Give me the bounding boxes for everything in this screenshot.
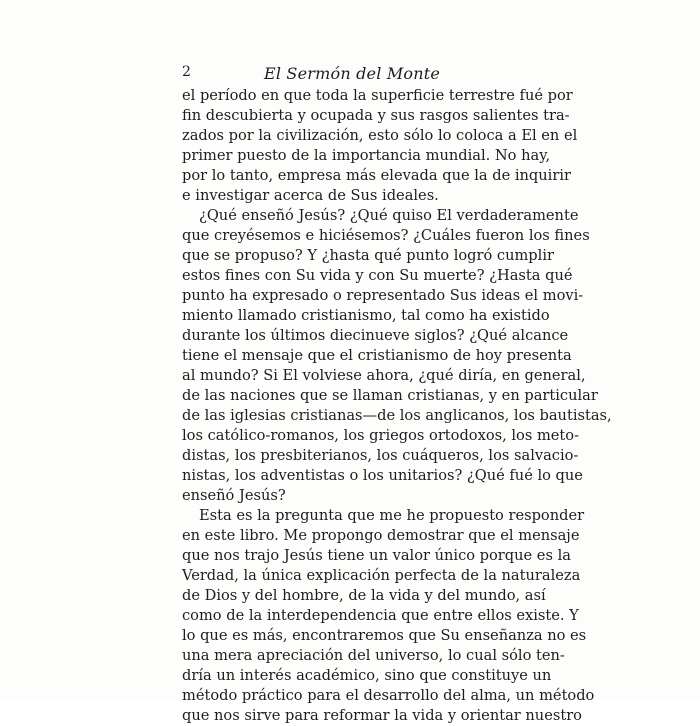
body-text (182, 86, 612, 726)
text-line: durante los últimos diecinueve siglos? ¿Qué alcance (182, 327, 569, 344)
text-line: en este libro. Me propongo demostrar que el mensaje (182, 527, 580, 544)
text-line: estos fines con Su vida y con Su muerte? ¿Hasta qué (182, 267, 573, 284)
text-line: los católico-romanos, los griegos ortodoxos, los meto- (182, 427, 580, 444)
text-line: Esta es la pregunta que me he propuesto responder (199, 507, 585, 524)
page-number: 2 (182, 64, 191, 80)
text-line: que nos trajo Jesús tiene un valor único porque es la (182, 547, 571, 564)
text-line: que nos sirve para reformar la vida y orientar nuestro (182, 707, 582, 724)
text-line: distas, los presbiterianos, los cuáqueros, los salvacio- (182, 447, 579, 464)
text-line: el período en que toda la superficie terrestre fué por (182, 87, 573, 104)
text-line: primer puesto de la importancia mundial. No hay, (182, 147, 551, 164)
text-line: miento llamado cristianismo, tal como ha existido (182, 307, 550, 324)
running-head (182, 64, 522, 84)
text-line: Verdad, la única explicación perfecta de la naturaleza (182, 567, 581, 584)
text-line: zados por la civilización, esto sólo lo coloca a El en el (182, 127, 578, 144)
paragraph-1 (182, 86, 578, 206)
text-line: fin descubierta y ocupada y sus rasgos salientes tra- (182, 107, 570, 124)
text-line: de las iglesias cristianas—de los anglicanos, los bautistas, (182, 407, 612, 424)
text-line: una mera apreciación del universo, lo cual sólo ten- (182, 647, 565, 664)
text-line: nistas, los adventistas o los unitarios? ¿Qué fué lo que (182, 467, 583, 484)
text-line: como de la interdependencia que entre ellos existe. Y (182, 607, 579, 624)
text-line: punto ha expresado o representado Sus ideas el movi- (182, 287, 584, 304)
text-line: por lo tanto, empresa más elevada que la de inquirir (182, 167, 571, 184)
text-line: dría un interés académico, sino que constituye un (182, 667, 552, 684)
text-line: e investigar acerca de Sus ideales. (182, 187, 439, 204)
text-line: de las naciones que se llaman cristianas, y en particular (182, 387, 598, 404)
running-title: El Sermón del Monte (263, 64, 441, 83)
text-line: que creyésemos e hiciésemos? ¿Cuáles fueron los fines (182, 227, 590, 244)
text-line: enseñó Jesús? (182, 487, 286, 504)
text-line: método práctico para el desarrollo del alma, un método (182, 687, 595, 704)
text-line: ¿Qué enseñó Jesús? ¿Qué quiso El verdaderamente (199, 207, 579, 224)
paragraph-3 (182, 506, 595, 726)
text-line: lo que es más, encontraremos que Su enseñanza no es (182, 627, 587, 644)
text-line: al mundo? Si El volviese ahora, ¿qué diría, en general, (182, 367, 586, 384)
paragraph-2 (182, 206, 612, 506)
text-line: de Dios y del hombre, de la vida y del mundo, así (182, 587, 546, 604)
text-line: tiene el mensaje que el cristianismo de hoy presenta (182, 347, 572, 364)
text-line: que se propuso? Y ¿hasta qué punto logró cumplir (182, 247, 554, 264)
